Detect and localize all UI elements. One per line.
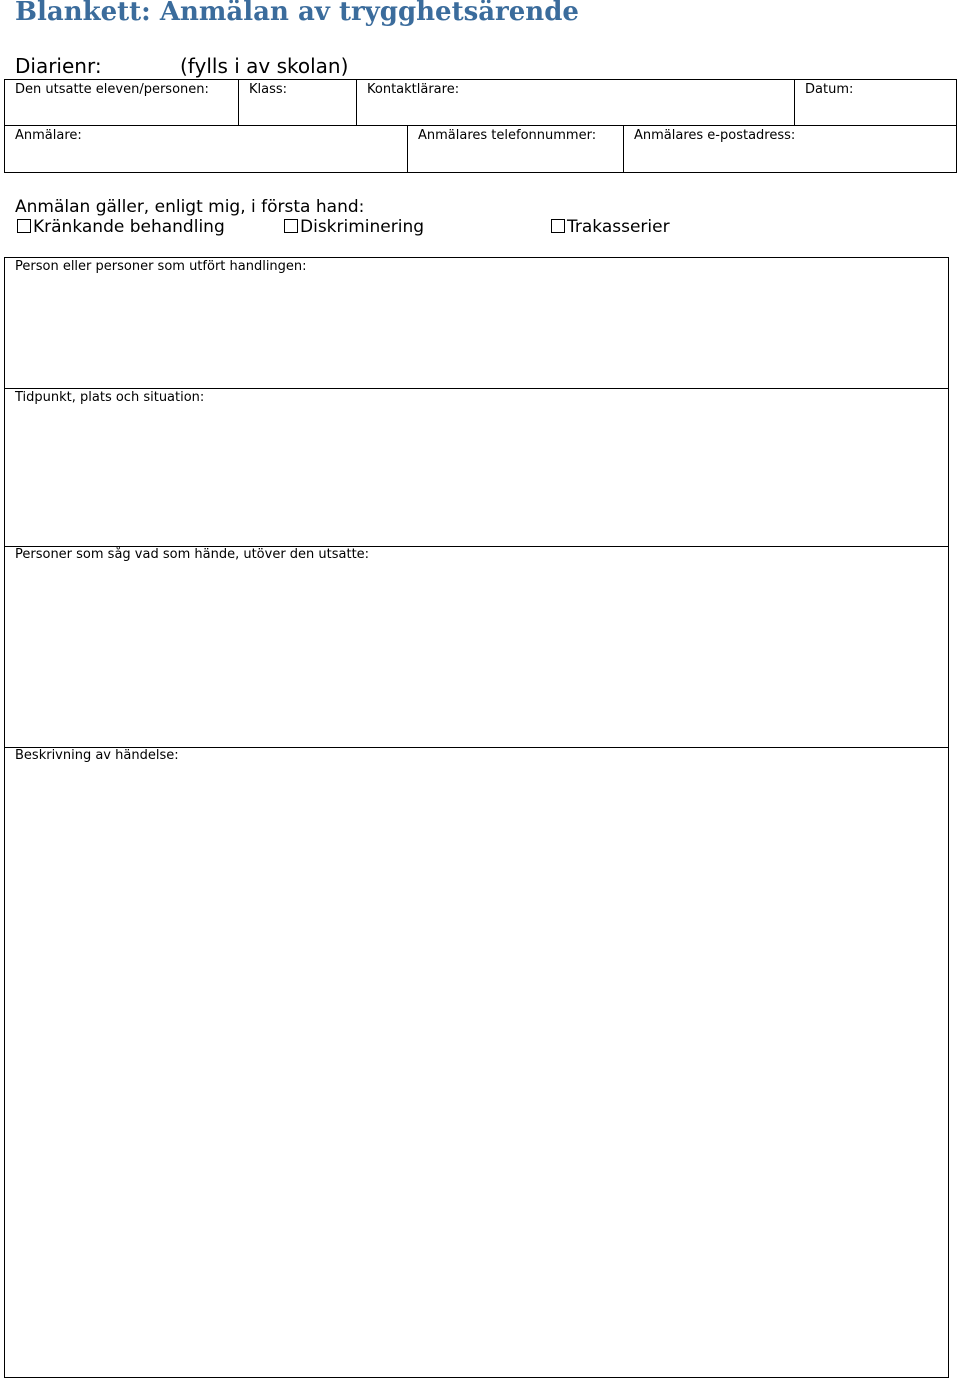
victim-field[interactable] [5,80,238,125]
victim-label: Den utsatte eleven/personen: [15,82,209,97]
option-trakasserier[interactable] [551,217,670,237]
reporter-email-label: Anmälares e-postadress: [634,128,796,143]
contact-teacher-field[interactable] [357,80,794,125]
option-label: Kränkande behandling [33,217,225,237]
class-field[interactable] [239,80,356,125]
date-field[interactable] [795,80,956,125]
sections-table [4,257,949,1378]
perpetrator-label: Person eller personer som utfört handlingen: [15,259,307,274]
diarie-label: Diarienr: [15,54,102,78]
reporter-phone-field[interactable] [408,126,623,172]
diarie-note: (fylls i av skolan) [180,54,349,78]
reporter-label: Anmälare: [15,128,82,143]
description-field[interactable] [5,748,948,1377]
checkbox-icon[interactable] [551,219,565,233]
diarie-row [15,54,349,78]
witnesses-label: Personer som såg vad som hände, utöver den utsatte: [15,547,370,562]
option-diskriminering[interactable] [284,217,424,237]
class-label: Klass: [249,82,288,97]
contact-teacher-label: Kontaktlärare: [367,82,460,97]
form-title: Blankett: Anmälan av trygghetsärende [15,0,579,27]
description-label: Beskrivning av händelse: [15,748,179,763]
concern-question: Anmälan gäller, enligt mig, i första hand: [15,197,365,217]
witnesses-field[interactable] [5,547,948,747]
time-place-label: Tidpunkt, plats och situation: [15,390,205,405]
reporter-field[interactable] [5,126,407,172]
reporter-email-field[interactable] [624,126,956,172]
perpetrator-field[interactable] [5,258,948,388]
checkbox-icon[interactable] [17,219,31,233]
option-label: Trakasserier [567,217,670,237]
option-krankande[interactable] [17,217,225,237]
header-table [4,79,957,173]
checkbox-icon[interactable] [284,219,298,233]
date-label: Datum: [805,82,854,97]
time-place-field[interactable] [5,389,948,546]
reporter-phone-label: Anmälares telefonnummer: [418,128,597,143]
option-label: Diskriminering [300,217,425,237]
